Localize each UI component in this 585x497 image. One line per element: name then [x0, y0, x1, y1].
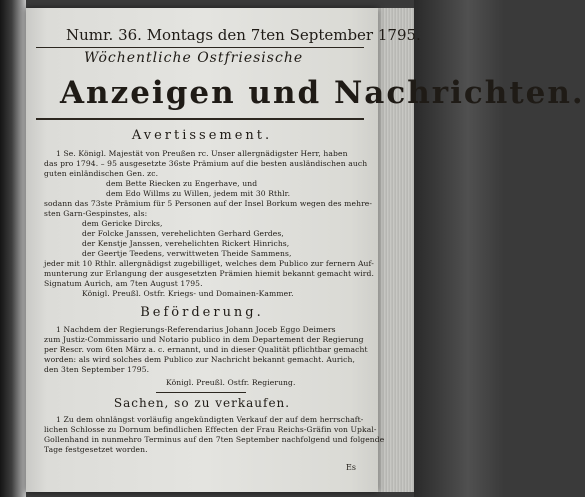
befoerderung-line: 1 Nachdem der Regierungs-Referendarius Johann Joceb Eggo Deimers — [56, 325, 336, 334]
avertissement-line: Signatum Aurich, am 7ten August 1795. — [44, 279, 203, 288]
masthead-title: Anzeigen und Nachrichten. — [60, 75, 585, 111]
section-heading-avertissement: Avertissement. — [131, 128, 273, 143]
avertissement-line: der Folcke Janssen, verehelichten Gerhard Gerdes, — [82, 229, 284, 238]
avertissement-line: dem Edo Willms zu Willen, jedem mit 30 Rthlr. — [106, 189, 291, 198]
avertissement-line: munterung zur Erlangung der ausgesetzten Prämien hiemit bekannt gemacht wird. — [44, 269, 375, 278]
masthead-subtitle: Wöchentliche Ostfriesische — [84, 50, 304, 66]
avertissement-line: dem Bette Riecken zu Engerhave, und — [106, 179, 258, 188]
avertissement-line: das pro 1794. – 95 ausgesetzte 36ste Prämium auf die besten ausländischen auch — [44, 159, 368, 168]
book-left-edge — [0, 0, 26, 497]
catchword: Es — [346, 463, 356, 472]
masthead-rule — [36, 118, 364, 120]
header-rule-top — [36, 47, 364, 48]
newspaper-page — [26, 8, 585, 492]
avertissement-line: guten einländischen Gen. zc. — [44, 169, 159, 178]
sachen-line: 1 Zu dem ohnlängst vorläufig angekündigten Verkauf der auf dem herrschaft- — [56, 415, 364, 424]
avertissement-line: dem Gericke Dircks, — [82, 219, 163, 228]
avertissement-line: 1 Se. Königl. Majestät von Preußen rc. Unser allergnädigster Herr, haben — [56, 149, 348, 158]
avertissement-signature: Königl. Preußl. Ostfr. Kriegs- und Domainen-Kammer. — [82, 289, 294, 298]
avertissement-line: sten Garn-Gespinstes, als: — [44, 209, 148, 218]
avertissement-line: der Kenstje Janssen, verehelichten Rickert Hinrichs, — [82, 239, 290, 248]
section-divider — [156, 392, 246, 393]
sachen-line: lichen Schlosse zu Dornum befindlichen Effecten der Frau Reichs-Gräfin von Upkal- — [44, 425, 377, 434]
issue-line: Numr. 36. Montags den 7ten September 1795. — [66, 26, 421, 44]
section-heading-sachen: Sachen, so zu verkaufen. — [113, 396, 291, 410]
befoerderung-signature: Königl. Preußl. Ostfr. Regierung. — [166, 378, 296, 387]
sachen-line: Tage festgesetzet worden. — [44, 445, 148, 454]
avertissement-line: der Geertje Teedens, verwittweten Theide Sammens, — [82, 249, 292, 258]
section-heading-befoerderung: Beförderung. — [140, 305, 264, 320]
befoerderung-line: zum Justiz-Commissario und Notario publico in dem Departement der Regierung — [44, 335, 364, 344]
avertissement-line: sodann das 73ste Prämium für 5 Personen auf der Insel Borkum wegen des mehre- — [44, 199, 373, 208]
avertissement-line: jeder mit 10 Rthlr. allergnädigst zugebilliget, welches dem Publico zur fernern Auf- — [44, 259, 374, 268]
befoerderung-line: den 3ten September 1795. — [44, 365, 150, 374]
befoerderung-line: worden: als wird solches dem Publico zur Nachricht bekannt gemacht. Aurich, — [44, 355, 356, 364]
befoerderung-line: per Rescr. vom 6ten März a. c. ernannt, und in dieser Qualität pflichtbar gemacht — [44, 345, 368, 354]
sachen-line: Gollenhand in nunmehro Terminus auf den 7ten September nachfolgend und folgende — [44, 435, 385, 444]
